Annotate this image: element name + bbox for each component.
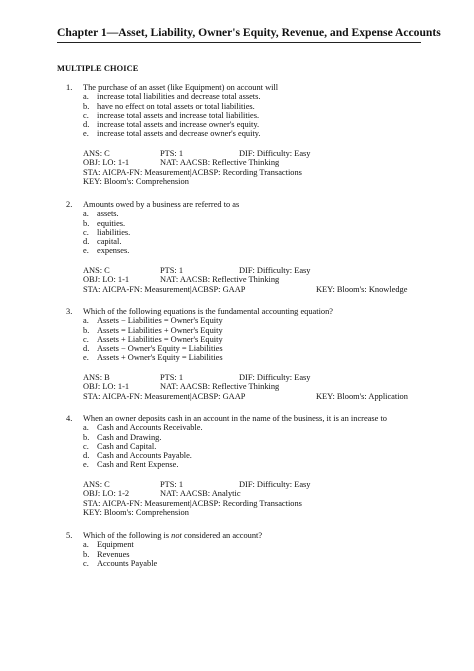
question-number: 1. <box>66 83 73 92</box>
answer-value: ANS: C <box>83 149 110 158</box>
difficulty-value: DIF: Difficulty: Easy <box>239 149 311 158</box>
nat-value: NAT: AACSB: Reflective Thinking <box>160 158 280 168</box>
option-letter: e. <box>83 460 89 470</box>
option-text: Assets − Owner's Equity = Liabilities <box>97 344 223 354</box>
option-text: Cash and Capital. <box>97 441 157 451</box>
option-letter: a. <box>83 209 89 219</box>
option-letter: c. <box>83 227 89 237</box>
section-heading: MULTIPLE CHOICE <box>57 64 139 73</box>
option-letter: d. <box>83 451 90 461</box>
difficulty-value: DIF: Difficulty: Easy <box>239 373 311 382</box>
option-text: Cash and Drawing. <box>97 432 162 442</box>
option-letter: a. <box>83 540 89 550</box>
option-text: expenses. <box>97 246 130 256</box>
answer-value: ANS: C <box>83 266 110 275</box>
points-value: PTS: 1 <box>160 480 184 489</box>
question-text: The purchase of an asset (like Equipment) on account will <box>83 83 279 92</box>
option-letter: d. <box>83 120 90 130</box>
question-number: 3. <box>66 307 73 316</box>
title-rule <box>57 42 421 43</box>
option-letter: b. <box>83 549 90 559</box>
points-value: PTS: 1 <box>160 266 184 275</box>
points-value: PTS: 1 <box>160 149 184 158</box>
question-text-emphasis: not <box>171 531 182 540</box>
nat-value: NAT: AACSB: Reflective Thinking <box>160 275 280 285</box>
answer-value: ANS: B <box>83 373 110 382</box>
points-value: PTS: 1 <box>160 373 184 382</box>
objective-value: OBJ: LO: 1-1 <box>83 382 130 392</box>
answer-value: ANS: C <box>83 480 110 489</box>
option-letter: c. <box>83 334 89 344</box>
option-letter: d. <box>83 237 90 247</box>
option-letter: a. <box>83 316 89 326</box>
option-letter: e. <box>83 353 89 363</box>
option-letter: d. <box>83 344 90 354</box>
option-text: liabilities. <box>97 227 131 237</box>
option-letter: b. <box>83 432 90 442</box>
key-value: KEY: Bloom's: Knowledge <box>316 284 408 294</box>
question-number: 2. <box>66 200 73 209</box>
option-text: Assets − Liabilities = Owner's Equity <box>97 316 223 326</box>
option-letter: b. <box>83 218 90 228</box>
question-text: Amounts owed by a business are referred to as <box>83 200 240 209</box>
option-letter: c. <box>83 558 89 568</box>
option-text: Revenues <box>97 549 130 559</box>
nat-value: NAT: AACSB: Analytic <box>160 489 241 499</box>
key-value: KEY: Bloom's: Application <box>316 391 408 401</box>
sta-value: STA: AICPA-FN: Measurement|ACBSP: Recording Transactions <box>83 167 302 177</box>
option-text: increase total assets and increase total liabilities. <box>97 110 260 120</box>
nat-value: NAT: AACSB: Reflective Thinking <box>160 382 280 392</box>
question-text-part: Which of the following is <box>83 531 172 540</box>
option-text: equities. <box>97 218 126 228</box>
difficulty-value: DIF: Difficulty: Easy <box>239 266 311 275</box>
option-letter: e. <box>83 129 89 139</box>
question-text <box>83 531 262 540</box>
option-text: Assets + Liabilities = Owner's Equity <box>97 334 223 344</box>
option-text: have no effect on total assets or total liabilities. <box>97 101 255 111</box>
option-letter: c. <box>83 441 89 451</box>
option-letter: a. <box>83 92 89 102</box>
sta-value: STA: AICPA-FN: Measurement|ACBSP: Recording Transactions <box>83 498 302 508</box>
sta-value: STA: AICPA-FN: Measurement|ACBSP: GAAP <box>83 284 246 294</box>
option-text: increase total liabilities and decrease total assets. <box>97 92 261 102</box>
option-letter: b. <box>83 325 90 335</box>
question-number: 4. <box>66 414 73 423</box>
difficulty-value: DIF: Difficulty: Easy <box>239 480 311 489</box>
option-text: Equipment <box>97 540 134 550</box>
option-text: Cash and Accounts Receivable. <box>97 423 203 433</box>
option-text: Assets + Owner's Equity = Liabilities <box>97 353 223 363</box>
option-text: increase total assets and increase owner's equity. <box>97 120 260 130</box>
option-text: Accounts Payable <box>97 558 158 568</box>
option-letter: e. <box>83 246 89 256</box>
option-text: assets. <box>97 209 119 219</box>
objective-value: OBJ: LO: 1-1 <box>83 275 130 285</box>
option-text: increase total assets and decrease owner's equity. <box>97 129 261 139</box>
option-letter: b. <box>83 101 90 111</box>
page-title: Chapter 1—Asset, Liability, Owner's Equity, Revenue, and Expense Accounts <box>57 26 441 39</box>
key-value: KEY: Bloom's: Comprehension <box>83 507 189 517</box>
sta-value: STA: AICPA-FN: Measurement|ACBSP: GAAP <box>83 391 246 401</box>
question-text-part: considered an account? <box>181 531 263 540</box>
key-value: KEY: Bloom's: Comprehension <box>83 176 189 186</box>
objective-value: OBJ: LO: 1-2 <box>83 489 130 499</box>
option-letter: a. <box>83 423 89 433</box>
question-text: Which of the following equations is the fundamental accounting equation? <box>83 307 334 316</box>
question-number: 5. <box>66 531 73 540</box>
option-letter: c. <box>83 110 89 120</box>
question-text: When an owner deposits cash in an account in the name of the business, it is an increase to <box>83 414 387 423</box>
option-text: Cash and Rent Expense. <box>97 460 179 470</box>
option-text: Assets = Liabilities + Owner's Equity <box>97 325 223 335</box>
option-text: capital. <box>97 237 122 247</box>
objective-value: OBJ: LO: 1-1 <box>83 158 130 168</box>
option-text: Cash and Accounts Payable. <box>97 451 192 461</box>
